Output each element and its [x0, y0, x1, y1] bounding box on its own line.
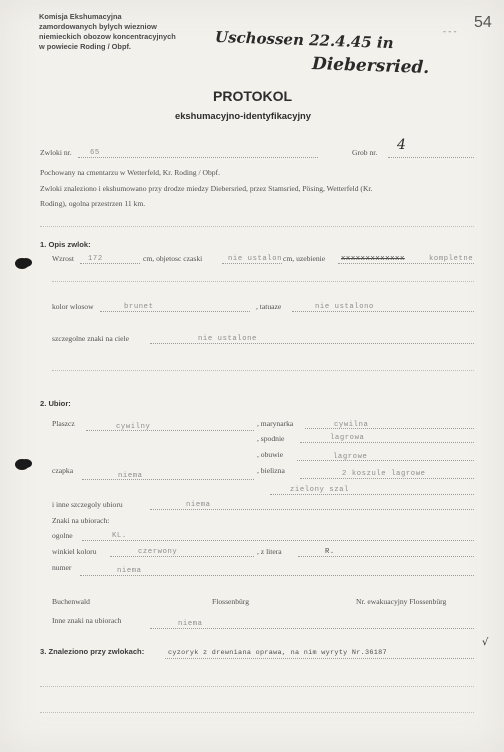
grob-label: Grob nr. [352, 148, 378, 157]
commission-header [39, 12, 176, 52]
burial-line-3: Roding), ogolna przestrzen 11 km. [40, 199, 146, 208]
document-subtitle: ekshumacyjno-identyfikacyjny [175, 110, 311, 121]
checkmark: √ [482, 637, 489, 648]
document-title: PROTOKOL [213, 88, 293, 104]
wzrost-value: 172 [88, 255, 103, 263]
marynarka-label: , marynarka [257, 419, 294, 428]
czaszka-label: cm, objetosc czaski [143, 254, 203, 263]
szczegolne-znaki-label: szczegolne znaki na ciele [52, 334, 129, 343]
spodnie-label: , spodnie [257, 434, 285, 443]
uzebienie-value: kompletne [429, 255, 474, 263]
ewakuacyjny-label: Nr. ewakuacyjny Flossenbürg [356, 597, 447, 606]
czapka-label: czapka [52, 466, 74, 475]
zwloki-label: Zwloki nr. [40, 148, 72, 157]
winkiel-label: winkiel koloru [52, 547, 97, 556]
tatuaze-value: nie ustalono [315, 303, 374, 311]
tatuaze-label: , tatuaze [256, 302, 282, 311]
section-3-heading: 3. Znaleziono przy zwlokach: [40, 647, 145, 656]
header-line: Komisja Ekshumacyjna [39, 12, 122, 21]
inne-znaki-label: Inne znaki na ubiorach [52, 616, 122, 625]
obuwie-value: lagrowe [333, 453, 368, 461]
inne-szczegoly-label: i inne szczegoly ubioru [52, 500, 123, 509]
bielizna-label: , bielizna [257, 466, 285, 475]
corner-dashes: - - - [443, 26, 457, 36]
z-litera-label: , z litera [257, 547, 282, 556]
handwritten-note-line1: Uschossen 22.4.45 in [214, 27, 394, 53]
numer-value: niema [117, 567, 142, 575]
szczegolne-znaki-value: nie ustalone [198, 335, 257, 343]
grob-value: 4 [397, 137, 406, 153]
plaszcz-label: Plaszcz [52, 419, 75, 428]
section-2-heading: 2. Ubior: [40, 399, 71, 408]
uzebienie-label: cm, uzebienie [283, 254, 326, 263]
header-line: niemieckich obozow koncentracyjnych [39, 32, 176, 41]
header-line: zamordowanych bylych wiezniow [39, 22, 157, 31]
burial-line-2: Zwloki znaleziono i ekshumowano przy drodze miedzy Diebersried, przez Stamsried, Pösing, Wetterfeld (Kr. [40, 184, 373, 193]
punch-hole-top [20, 258, 32, 267]
inne-znaki-value: niema [178, 620, 203, 628]
uzebienie-struck-value: xxxxxxxxxxxxx [341, 255, 405, 263]
marynarka-value: cywilna [334, 421, 369, 429]
znaki-na-ubiorach-label: Znaki na ubiorach: [52, 516, 110, 525]
bielizna-value-2: zielony szal [290, 486, 349, 494]
kolor-wlosow-value: brunet [124, 303, 154, 311]
ogolne-label: ogolne [52, 531, 73, 540]
buchenwald-label: Buchenwald [52, 597, 90, 606]
numer-label: numer [52, 563, 72, 572]
z-litera-value: R. [325, 548, 335, 556]
ogolne-value: KL. [112, 532, 127, 540]
czapka-value: niema [118, 472, 143, 480]
obuwie-label: , obuwie [257, 450, 284, 459]
punch-hole-bottom [20, 459, 32, 468]
flossenburg-label: Flossenbürg [212, 597, 249, 606]
zwloki-value: 65 [90, 149, 100, 157]
winkiel-value: czerwony [138, 548, 178, 556]
section-3-value: cyzoryk z drewniana oprawa, na nim wyryty Nr.36187 [168, 649, 387, 657]
header-line: w powiecie Roding / Obpf. [39, 42, 131, 51]
burial-line-1: Pochowany na cmentarzu w Wetterfeld, Kr. Roding / Obpf. [40, 168, 220, 177]
bielizna-value-1: 2 koszule lagrowe [342, 470, 426, 478]
spodnie-value: lagrowa [330, 434, 365, 442]
section-1-heading: 1. Opis zwlok: [40, 240, 91, 249]
page-number: 54 [474, 14, 492, 31]
wzrost-label: Wzrost [52, 254, 74, 263]
handwritten-note-line2: Diebersried. [311, 53, 430, 79]
inne-szczegoly-value: niema [186, 501, 211, 509]
plaszcz-value: cywilny [116, 423, 151, 431]
kolor-wlosow-label: kolor wlosow [52, 302, 94, 311]
czaszka-value: nie ustalon [228, 255, 283, 263]
